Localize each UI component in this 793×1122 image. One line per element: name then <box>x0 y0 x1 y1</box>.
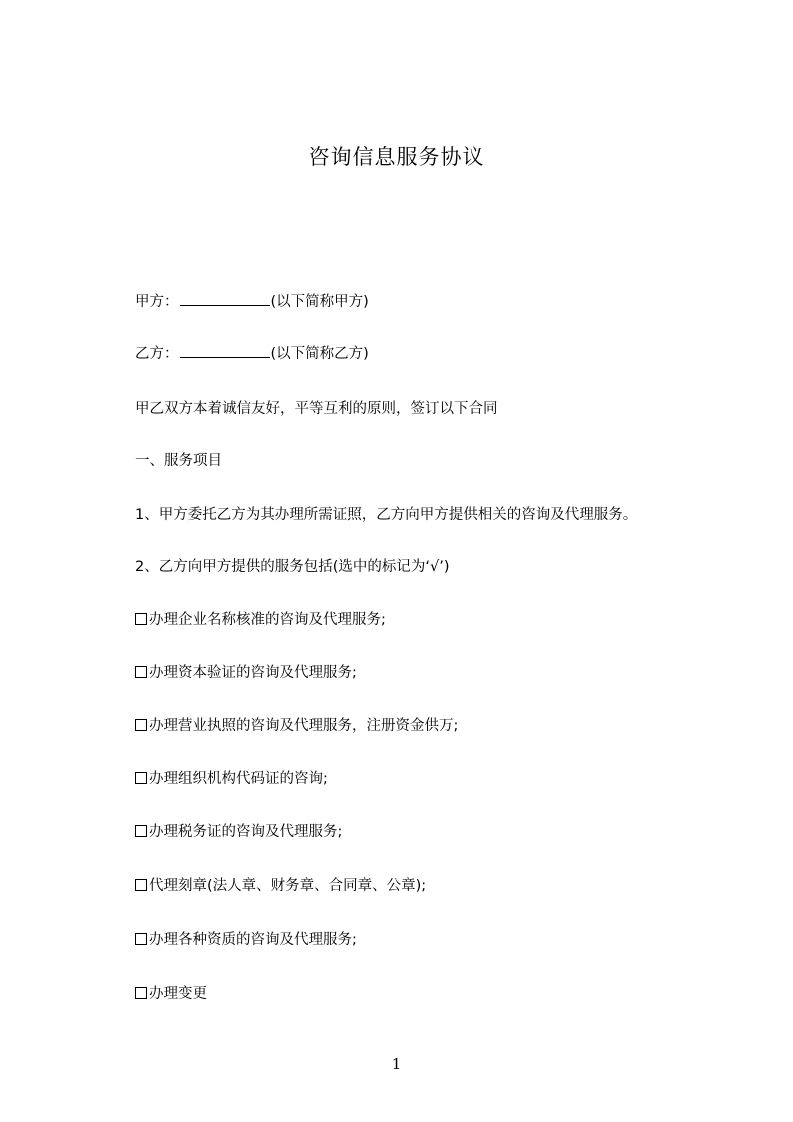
checkbox-icon <box>135 613 147 625</box>
party-b-line <box>135 343 369 364</box>
party-b-label: 乙方： <box>135 346 179 362</box>
option-item <box>135 716 458 736</box>
service-item-2: 2、乙方向甲方提供的服务包括(选中的标记为‘√’) <box>135 559 450 575</box>
option-label: 代理刻章(法人章、财务章、合同章、公章); <box>149 878 427 894</box>
party-a-suffix: (以下简称甲方) <box>270 294 369 310</box>
option-item <box>135 984 207 1004</box>
party-a-label: 甲方： <box>135 294 179 310</box>
party-b-suffix: (以下简称乙方) <box>270 346 369 362</box>
checkbox-icon <box>135 879 147 891</box>
option-label: 办理企业名称核准的咨询及代理服务; <box>149 612 386 628</box>
option-item <box>135 663 357 683</box>
checkbox-icon <box>135 825 147 837</box>
checkbox-icon <box>135 987 147 999</box>
party-b-blank <box>180 343 270 358</box>
option-label: 办理各种资质的咨询及代理服务; <box>149 932 357 948</box>
option-label: 办理变更 <box>149 986 207 1002</box>
checkbox-icon <box>135 933 147 945</box>
page-number: 1 <box>391 1055 402 1073</box>
section-heading: 一、服务项目 <box>135 453 222 469</box>
checkbox-icon <box>135 666 147 678</box>
party-a-blank <box>180 291 270 306</box>
option-label: 办理税务证的咨询及代理服务; <box>149 824 343 840</box>
party-a-line <box>135 291 369 312</box>
option-item <box>135 930 357 950</box>
intro-paragraph: 甲乙双方本着诚信友好，平等互利的原则，签订以下合同 <box>135 401 498 417</box>
option-item <box>135 876 426 896</box>
option-label: 办理组织机构代码证的咨询; <box>149 771 328 787</box>
option-label: 办理营业执照的咨询及代理服务，注册资金供万; <box>149 718 459 734</box>
option-item <box>135 610 386 630</box>
option-item <box>135 822 342 842</box>
document-title: 咨询信息服务协议 <box>308 145 485 169</box>
option-item <box>135 769 328 789</box>
checkbox-icon <box>135 772 147 784</box>
checkbox-icon <box>135 719 147 731</box>
option-label: 办理资本验证的咨询及代理服务; <box>149 665 357 681</box>
service-item-1: 1、甲方委托乙方为其办理所需证照，乙方向甲方提供相关的咨询及代理服务。 <box>135 507 638 523</box>
